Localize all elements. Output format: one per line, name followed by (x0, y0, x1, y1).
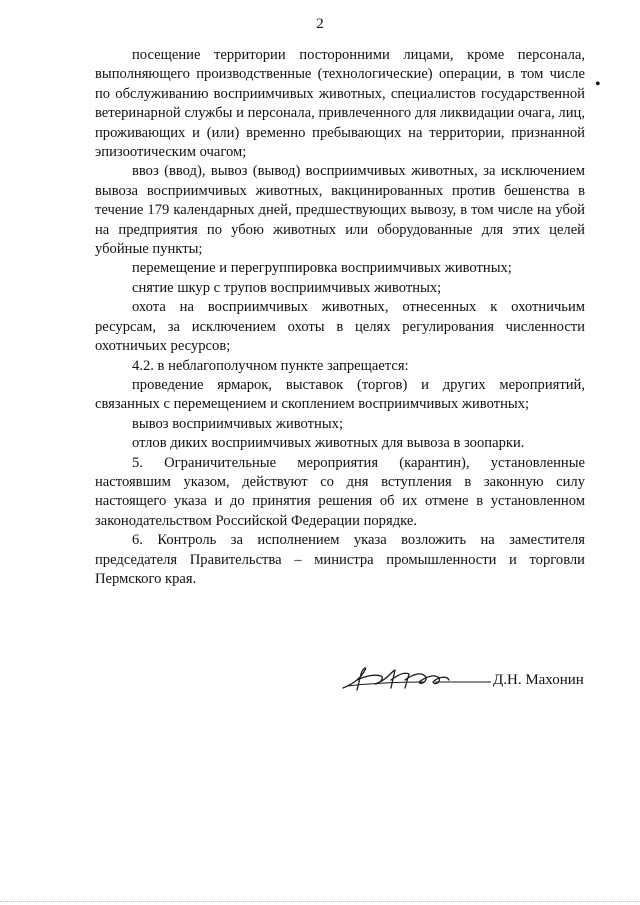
paragraph-movement: перемещение и перегруппировка восприимчивых животных; (132, 260, 512, 277)
paragraph-visitors: посещение территории посторонними лицами, кроме персонала, выполняющего производственные (технологические) операции, в том числе по обслуживанию восприимчивых животных, специалистов государственной ветеринарной службы и персонала, привлеченного для ликвидации очага, лиц, проживающих и (или) временно пребывающих на территории, признанной эпизоотическим очагом; (95, 47, 585, 161)
stray-mark: • (595, 76, 601, 93)
paragraph-capture: отлов диких восприимчивых животных для вывоза в зоопарки. (132, 435, 525, 452)
bottom-divider (0, 901, 640, 903)
paragraph-hunting: охота на восприимчивых животных, отнесенных к охотничьим ресурсам, за исключением охоты в целях регулирования численности охотничьих ресурсов; (95, 299, 585, 355)
handwritten-signature (335, 660, 495, 700)
paragraph-skinning: снятие шкур с трупов восприимчивых животных; (132, 279, 442, 296)
signature-block (335, 660, 585, 700)
document-body (95, 46, 585, 589)
signer-name: Д.Н. Махонин (493, 672, 584, 688)
paragraph-section-6: 6. Контроль за исполнением указа возложить на заместителя председателя Правительства – министра промышленности и торговли Пермского края. (95, 532, 585, 587)
paragraph-section-4-2: 4.2. в неблагополучном пункте запрещается: (132, 357, 409, 374)
page-number: 2 (316, 16, 324, 32)
paragraph-removal: вывоз восприимчивых животных; (132, 415, 344, 432)
paragraph-section-5: 5. Ограничительные мероприятия (карантин), установленные настоявшим указом, действуют со дня вступления в законную силу настоящего указа и до принятия решения об их отмене в установленном законодательством Российской Федерации порядке. (95, 454, 585, 529)
paragraph-fairs: проведение ярмарок, выставок (торгов) и других мероприятий, связанных с перемещением и скоплением восприимчивых животных; (95, 376, 585, 413)
paragraph-import-export: ввоз (ввод), вывоз (вывод) восприимчивых животных, за исключением вывоза восприимчивых животных, вакцинированных против бешенства в течение 179 календарных дней, предшествующих вывозу, в том числе на убой на предприятия по убою животных или оборудованные для этих целей убойные пункты; (95, 163, 585, 258)
